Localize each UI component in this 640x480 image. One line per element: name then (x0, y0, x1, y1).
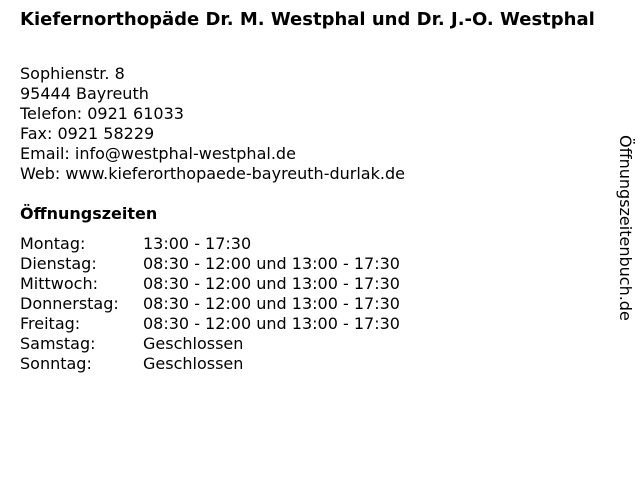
hours-row-tuesday (20, 254, 400, 274)
business-title: Kiefernorthopäde Dr. M. Westphal und Dr. J.-O. Westphal (20, 9, 595, 30)
time-value: 08:30 - 12:00 und 13:00 - 17:30 (143, 314, 400, 333)
address-city: 95444 Bayreuth (20, 84, 149, 103)
time-value: 08:30 - 12:00 und 13:00 - 17:30 (143, 254, 400, 273)
opening-hours-table (20, 234, 400, 374)
hours-row-saturday (20, 334, 400, 354)
hours-row-thursday (20, 294, 400, 314)
day-label: Montag: (20, 234, 86, 253)
address-street: Sophienstr. 8 (20, 64, 125, 83)
hours-row-wednesday (20, 274, 400, 294)
day-label: Dienstag: (20, 254, 97, 273)
time-value: 08:30 - 12:00 und 13:00 - 17:30 (143, 274, 400, 293)
opening-hours-heading: Öffnungszeiten (20, 204, 158, 223)
day-label: Mittwoch: (20, 274, 98, 293)
time-value: Geschlossen (143, 354, 244, 373)
hours-row-monday (20, 234, 400, 254)
hours-row-friday (20, 314, 400, 334)
website-address: Web: www.kieferorthopaede-bayreuth-durlak.de (20, 164, 405, 183)
day-label: Freitag: (20, 314, 81, 333)
day-label: Sonntag: (20, 354, 92, 373)
day-label: Samstag: (20, 334, 96, 353)
time-value: 08:30 - 12:00 und 13:00 - 17:30 (143, 294, 400, 313)
hours-row-sunday (20, 354, 400, 374)
day-label: Donnerstag: (20, 294, 119, 313)
contact-info (20, 64, 405, 184)
phone-number: Telefon: 0921 61033 (20, 104, 184, 123)
time-value: Geschlossen (143, 334, 244, 353)
site-branding-label: Öffnungszeitenbuch.de (616, 135, 635, 321)
email-address: Email: info@westphal-westphal.de (20, 144, 296, 163)
time-value: 13:00 - 17:30 (143, 234, 252, 253)
fax-number: Fax: 0921 58229 (20, 124, 155, 143)
